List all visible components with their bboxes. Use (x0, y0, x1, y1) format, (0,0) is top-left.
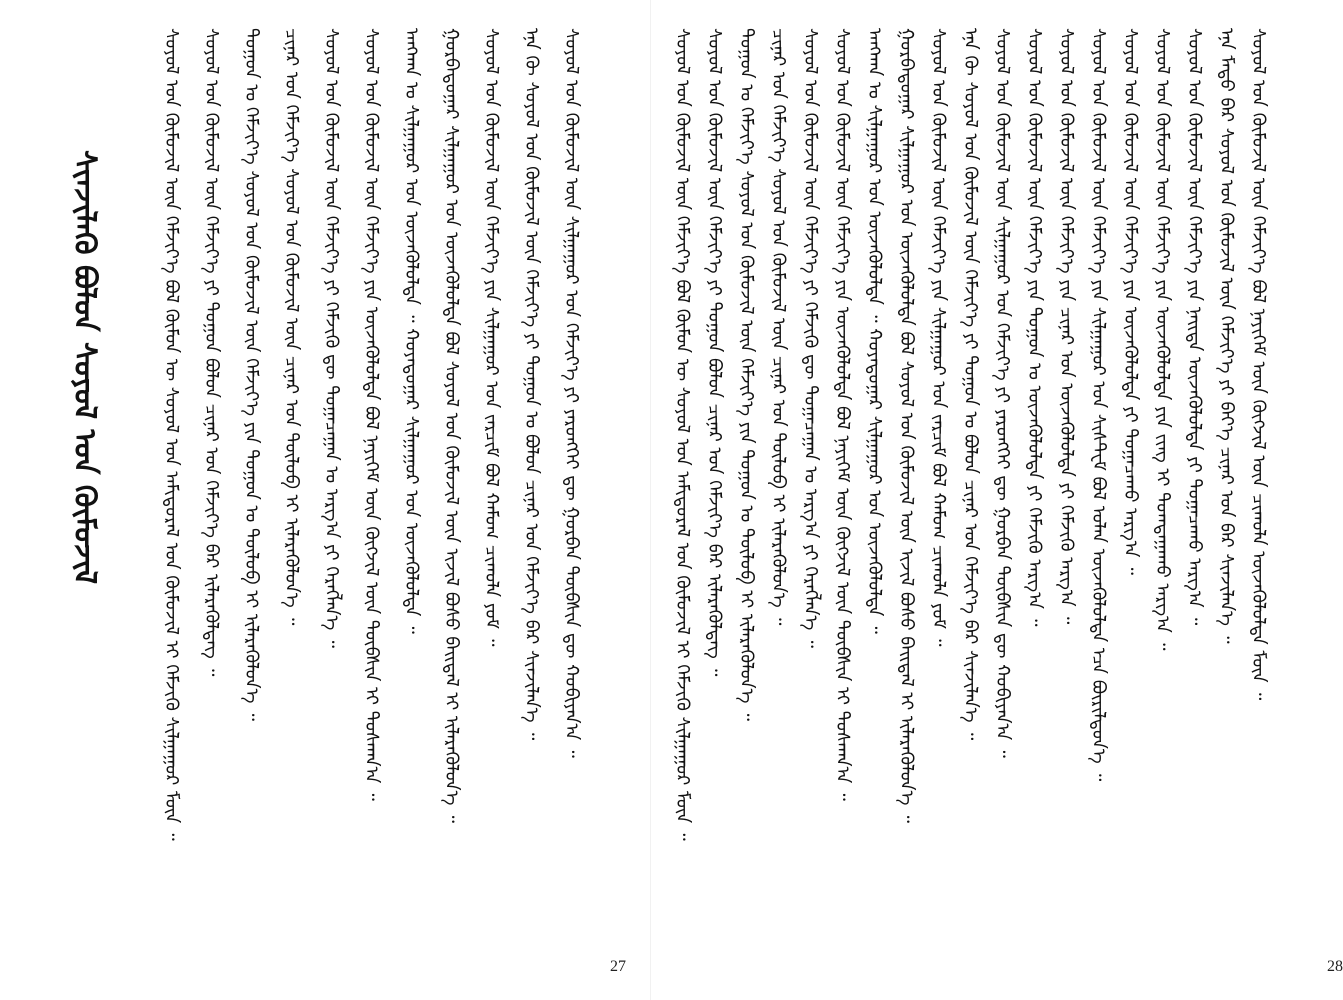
text-column: ᠰᠤᠶᠤᠯ ᠤᠨ ᠬᠦᠮᠦᠵᠢᠯ ᠦᠨ ᠬᠡᠮᠵᠢᠶ᠎ᠡ ᠶᠢᠨ ᠦᠵᠡᠭᠦᠯᠦᠯᠲᠡ ᠶᠢᠨ ᠵᠢᠩ ᠢ ᠲᠣᠭᠲᠠᠭᠠᠬᠤ ᠠᠷᠭ᠎ᠠ ᠃ (1152, 28, 1173, 651)
text-column: ᠰᠤᠶᠤᠯ ᠤᠨ ᠬᠦᠮᠦᠵᠢᠯ ᠦᠨ ᠬᠡᠮᠵᠢᠶ᠎ᠡ ᠪᠣᠯ ᠬᠦᠮᠦᠨ ᠦ ᠰᠣᠶᠤᠯ ᠤᠨ ᠠᠮᠢᠳᠤᠷᠠᠯ ᠤᠨ ᠬᠦᠮᠦᠵᠢᠯ ᠢ ᠬᠡᠮᠵᠢᠬᠦ ᠰᠢᠯᠭᠠᠭᠤᠷ ᠮᠥᠨ ᠃ (161, 28, 182, 841)
text-column: ᠰᠤᠶᠤᠯ ᠤᠨ ᠬᠦᠮᠦᠵᠢᠯ ᠦᠨ ᠬᠡᠮᠵᠢᠶ᠎ᠡ ᠶᠢᠨ ᠰᠢᠯᠭᠠᠭᠤᠷ ᠤᠨ ᠰᠢᠰᠲᠧᠮ ᠪᠣᠯ ᠣᠯᠠᠨ ᠦᠵᠡᠭᠦᠯᠦᠯᠲᠡ ᠡᠴᠡ ᠪᠦᠷᠢᠯᠳᠦᠨ᠎ᠡ ᠃ (1088, 28, 1109, 782)
text-column: ᠠᠨᠭᠬᠠᠨ ᠤ ᠰᠢᠯᠭᠠᠭᠤᠷ ᠤᠨ ᠦᠵᠡᠭᠦᠯᠦᠯᠲᠡ ᠃ ᠬᠣᠶᠠᠳᠤᠭᠠᠷ ᠰᠢᠯᠭᠠᠭᠤᠷ ᠤᠨ ᠦᠵᠡᠭᠦᠯᠦᠯᠲᠡ ᠃ (864, 28, 885, 634)
left-page (0, 0, 651, 1000)
text-column: ᠭᠤᠷᠪᠠᠳᠤᠭᠠᠷ ᠰᠢᠯᠭᠠᠭᠤᠷ ᠤᠨ ᠦᠵᠡᠭᠦᠯᠦᠯᠲᠡ ᠪᠣᠯ ᠰᠤᠶᠤᠯ ᠤᠨ ᠬᠦᠮᠦᠵᠢᠯ ᠦᠨ ᠢᠵᠢᠯ ᠪᠤᠰᠤ ᠪᠠᠢᠳᠠᠯ ᠢ ᠢᠯᠡᠷᠡᠭᠦᠯᠦᠨ᠎ᠡ ᠃ (896, 28, 917, 824)
text-column: ᠰᠤᠶᠤᠯ ᠤᠨ ᠬᠦᠮᠦᠵᠢᠯ ᠦᠨ ᠬᠡᠮᠵᠢᠶ᠎ᠡ ᠶᠢᠨ ᠦᠵᠡᠭᠦᠯᠦᠯᠲᠡ ᠪᠣᠯ ᠨᠡᠶᠢᠭᠡᠮ ᠦᠨ ᠬᠥᠭᠵᠢᠯ ᠦᠨ ᠲᠦᠪᠰᠢᠨ ᠢ ᠲᠤᠰᠬᠠᠨ᠎ᠠ ᠃ (361, 28, 382, 801)
text-column: ᠭᠤᠷᠪᠠᠳᠤᠭᠠᠷ ᠰᠢᠯᠭᠠᠭᠤᠷ ᠤᠨ ᠦᠵᠡᠭᠦᠯᠦᠯᠲᠡ ᠪᠣᠯ ᠰᠤᠶᠤᠯ ᠤᠨ ᠬᠦᠮᠦᠵᠢᠯ ᠦᠨ ᠢᠵᠢᠯ ᠪᠤᠰᠤ ᠪᠠᠢᠳᠠᠯ ᠢ ᠢᠯᠡᠷᠡᠭᠦᠯᠦᠨ᠎ᠡ ᠃ (441, 28, 462, 824)
page-number: 27 (610, 958, 626, 975)
text-column: ᠡᠨᠡ ᠬᠦ ᠰᠤᠶᠤᠯ ᠤᠨ ᠬᠦᠮᠦᠵᠢᠯ ᠦᠨ ᠬᠡᠮᠵᠢᠶ᠎ᠡ ᠶᠢ ᠲᠣᠭᠤᠨ ᠤ ᠪᠣᠯᠤᠨ ᠴᠢᠨᠠᠷ ᠤᠨ ᠬᠡᠮᠵᠢᠶ᠎ᠡ ᠪᠠᠷ ᠰᠢᠨᠵᠢᠯᠡᠨ᠎ᠡ ᠃ (960, 28, 981, 741)
text-column: ᠰᠤᠶᠤᠯ ᠤᠨ ᠬᠦᠮᠦᠵᠢᠯ ᠦᠨ ᠬᠡᠮᠵᠢᠶ᠎ᠡ ᠶᠢ ᠬᠡᠮᠵᠢᠬᠦ ᠳᠦ ᠲᠣᠭᠠᠴᠠᠭᠠᠨ ᠤ ᠠᠷᠭ᠎ᠠ ᠶᠢ ᠬᠡᠷᠡᠭᠯᠡᠨ᠎ᠡ ᠃ (321, 28, 342, 648)
text-column: ᠰᠤᠶᠤᠯ ᠤᠨ ᠬᠦᠮᠦᠵᠢᠯ ᠦᠨ ᠬᠡᠮᠵᠢᠶ᠎ᠡ ᠶᠢ ᠲᠣᠭᠤᠨ ᠪᠣᠯᠤᠨ ᠴᠢᠨᠠᠷ ᠤᠨ ᠬᠡᠮᠵᠢᠶ᠎ᠡ ᠪᠠᠷ ᠢᠯᠡᠷᠡᠭᠦᠯᠳᠡᠭ ᠃ (201, 28, 222, 677)
text-column: ᠲᠣᠭᠤᠨ ᠤ ᠬᠡᠮᠵᠢᠶ᠎ᠡ ᠰᠤᠶᠤᠯ ᠤᠨ ᠬᠦᠮᠦᠵᠢᠯ ᠦᠨ ᠬᠡᠮᠵᠢᠶ᠎ᠡ ᠶᠢᠨ ᠲᠣᠭᠤᠨ ᠤ ᠲᠥᠯᠦᠪ ᠢ ᠢᠯᠡᠷᠡᠭᠦᠯᠦᠨ᠎ᠡ ᠃ (736, 28, 757, 721)
text-column: ᠰᠤᠶᠤᠯ ᠤᠨ ᠬᠦᠮᠦᠵᠢᠯ ᠦᠨ ᠬᠡᠮᠵᠢᠶ᠎ᠡ ᠶᠢᠨ ᠦᠵᠡᠭᠦᠯᠦᠯᠲᠡ ᠪᠣᠯ ᠨᠡᠶᠢᠭᠡᠮ ᠦᠨ ᠬᠥᠭᠵᠢᠯ ᠦᠨ ᠲᠦᠪᠰᠢᠨ ᠢ ᠲᠤᠰᠬᠠᠨ᠎ᠠ ᠃ (832, 28, 853, 801)
page-number: 28 (1327, 958, 1343, 975)
text-column: ᠡᠨᠡ ᠬᠦ ᠰᠤᠶᠤᠯ ᠤᠨ ᠬᠦᠮᠦᠵᠢᠯ ᠦᠨ ᠬᠡᠮᠵᠢᠶ᠎ᠡ ᠶᠢ ᠲᠣᠭᠤᠨ ᠤ ᠪᠣᠯᠤᠨ ᠴᠢᠨᠠᠷ ᠤᠨ ᠬᠡᠮᠵᠢᠶ᠎ᠡ ᠪᠠᠷ ᠰᠢᠨᠵᠢᠯᠡᠨ᠎ᠡ ᠃ (521, 28, 542, 741)
text-column: ᠰᠤᠶᠤᠯ ᠤᠨ ᠬᠦᠮᠦᠵᠢᠯ ᠦᠨ ᠰᠢᠯᠭᠠᠭᠤᠷ ᠤᠨ ᠬᠡᠮᠵᠢᠶ᠎ᠡ ᠶᠢ ᠶᠡᠷᠦᠩᠬᠡᠢ ᠳᠦ ᠭᠤᠷᠪᠠᠨ ᠲᠦᠪᠰᠢᠨ ᠳᠦ ᠬᠤᠪᠢᠶᠠᠨ᠎ᠠ ᠃ (561, 28, 582, 758)
text-column: ᠰᠤᠶᠤᠯ ᠤᠨ ᠬᠦᠮᠦᠵᠢᠯ ᠦᠨ ᠬᠡᠮᠵᠢᠶ᠎ᠡ ᠶᠢᠨ ᠰᠢᠯᠭᠠᠭᠤᠷ ᠤᠨ ᠵᠠᠷᠴᠢᠮ ᠪᠣᠯ ᠬᠠᠮᠤᠭ ᠴᠢᠬᠤᠯᠠ ᠶᠤᠮ ᠃ (928, 28, 949, 647)
text-column: ᠴᠢᠨᠠᠷ ᠤᠨ ᠬᠡᠮᠵᠢᠶ᠎ᠡ ᠰᠤᠶᠤᠯ ᠤᠨ ᠬᠦᠮᠦᠵᠢᠯ ᠦᠨ ᠴᠢᠨᠠᠷ ᠤᠨ ᠲᠥᠯᠦᠪ ᠢ ᠢᠯᠡᠷᠡᠭᠦᠯᠦᠨ᠎ᠡ ᠃ (768, 28, 789, 626)
text-column: ᠰᠤᠶᠤᠯ ᠤᠨ ᠬᠦᠮᠦᠵᠢᠯ ᠦᠨ ᠰᠢᠯᠭᠠᠭᠤᠷ ᠤᠨ ᠬᠡᠮᠵᠢᠶ᠎ᠡ ᠶᠢ ᠶᠡᠷᠦᠩᠬᠡᠢ ᠳᠦ ᠭᠤᠷᠪᠠᠨ ᠲᠦᠪᠰᠢᠨ ᠳᠦ ᠬᠤᠪᠢᠶᠠᠨ᠎ᠠ ᠃ (992, 28, 1013, 758)
text-column: ᠰᠤᠶᠤᠯ ᠤᠨ ᠬᠦᠮᠦᠵᠢᠯ ᠦᠨ ᠬᠡᠮᠵᠢᠶ᠎ᠡ ᠪᠣᠯ ᠨᠡᠶᠢᠭᠡᠮ ᠦᠨ ᠬᠥᠭᠵᠢᠯ ᠦᠨ ᠴᠢᠬᠤᠯᠠ ᠦᠵᠡᠭᠦᠯᠦᠯᠲᠡ ᠮᠥᠨ ᠃ (1248, 28, 1269, 701)
text-column: ᠰᠤᠶᠤᠯ ᠤᠨ ᠬᠦᠮᠦᠵᠢᠯ ᠦᠨ ᠬᠡᠮᠵᠢᠶ᠎ᠡ ᠶᠢᠨ ᠰᠢᠯᠭᠠᠭᠤᠷ ᠤᠨ ᠵᠠᠷᠴᠢᠮ ᠪᠣᠯ ᠬᠠᠮᠤᠭ ᠴᠢᠬᠤᠯᠠ ᠶᠤᠮ ᠃ (481, 28, 502, 647)
text-column: ᠰᠤᠶᠤᠯ ᠤᠨ ᠬᠦᠮᠦᠵᠢᠯ ᠦᠨ ᠬᠡᠮᠵᠢᠶ᠎ᠡ ᠶᠢ ᠬᠡᠮᠵᠢᠬᠦ ᠳᠦ ᠲᠣᠭᠠᠴᠠᠭᠠᠨ ᠤ ᠠᠷᠭ᠎ᠠ ᠶᠢ ᠬᠡᠷᠡᠭᠯᠡᠨ᠎ᠡ ᠃ (800, 28, 821, 648)
text-column: ᠰᠤᠶᠤᠯ ᠤᠨ ᠬᠦᠮᠦᠵᠢᠯ ᠦᠨ ᠬᠡᠮᠵᠢᠶ᠎ᠡ ᠶᠢᠨ ᠦᠵᠡᠭᠦᠯᠦᠯᠲᠡ ᠶᠢ ᠲᠣᠭᠠᠴᠠᠬᠤ ᠠᠷᠭ᠎ᠠ ᠃ (1120, 28, 1141, 576)
text-column: ᠰᠤᠶᠤᠯ ᠤᠨ ᠬᠦᠮᠦᠵᠢᠯ ᠦᠨ ᠬᠡᠮᠵᠢᠶ᠎ᠡ ᠶᠢᠨ ᠲᠣᠭᠤᠨ ᠤ ᠦᠵᠡᠭᠦᠯᠦᠯᠲᠡ ᠶᠢ ᠬᠡᠮᠵᠢᠬᠦ ᠠᠷᠭ᠎ᠠ ᠃ (1024, 28, 1045, 627)
right-page (651, 0, 1343, 1000)
text-column: ᠴᠢᠨᠠᠷ ᠤᠨ ᠬᠡᠮᠵᠢᠶ᠎ᠡ ᠰᠤᠶᠤᠯ ᠤᠨ ᠬᠦᠮᠦᠵᠢᠯ ᠦᠨ ᠴᠢᠨᠠᠷ ᠤᠨ ᠲᠥᠯᠦᠪ ᠢ ᠢᠯᠡᠷᠡᠭᠦᠯᠦᠨ᠎ᠡ ᠃ (281, 28, 302, 626)
text-column: ᠰᠤᠶᠤᠯ ᠤᠨ ᠬᠦᠮᠦᠵᠢᠯ ᠦᠨ ᠬᠡᠮᠵᠢᠶ᠎ᠡ ᠶᠢᠨ ᠨᠡᠢᠲᠡ ᠦᠵᠡᠭᠦᠯᠦᠯᠲᠡ ᠶᠢ ᠲᠣᠭᠠᠴᠠᠬᠤ ᠠᠷᠭ᠎ᠠ ᠃ (1184, 28, 1205, 626)
text-column: ᠰᠤᠶᠤᠯ ᠤᠨ ᠬᠦᠮᠦᠵᠢᠯ ᠦᠨ ᠬᠡᠮᠵᠢᠶ᠎ᠡ ᠶᠢᠨ ᠴᠢᠨᠠᠷ ᠤᠨ ᠦᠵᠡᠭᠦᠯᠦᠯᠲᠡ ᠶᠢ ᠬᠡᠮᠵᠢᠬᠦ ᠠᠷᠭ᠎ᠠ ᠃ (1056, 28, 1077, 625)
text-column: ᠰᠤᠶᠤᠯ ᠤᠨ ᠬᠦᠮᠦᠵᠢᠯ ᠦᠨ ᠬᠡᠮᠵᠢᠶ᠎ᠡ ᠪᠣᠯ ᠬᠦᠮᠦᠨ ᠦ ᠰᠣᠶᠤᠯ ᠤᠨ ᠠᠮᠢᠳᠤᠷᠠᠯ ᠤᠨ ᠬᠦᠮᠦᠵᠢᠯ ᠢ ᠬᠡᠮᠵᠢᠬᠦ ᠰᠢᠯᠭᠠᠭᠤᠷ ᠮᠥᠨ ᠃ (672, 28, 693, 841)
text-column: ᠲᠣᠭᠤᠨ ᠤ ᠬᠡᠮᠵᠢᠶ᠎ᠡ ᠰᠤᠶᠤᠯ ᠤᠨ ᠬᠦᠮᠦᠵᠢᠯ ᠦᠨ ᠬᠡᠮᠵᠢᠶ᠎ᠡ ᠶᠢᠨ ᠲᠣᠭᠤᠨ ᠤ ᠲᠥᠯᠦᠪ ᠢ ᠢᠯᠡᠷᠡᠭᠦᠯᠦᠨ᠎ᠡ ᠃ (241, 28, 262, 721)
text-column: ᠰᠤᠶᠤᠯ ᠤᠨ ᠬᠦᠮᠦᠵᠢᠯ ᠦᠨ ᠬᠡᠮᠵᠢᠶ᠎ᠡ ᠶᠢ ᠲᠣᠭᠤᠨ ᠪᠣᠯᠤᠨ ᠴᠢᠨᠠᠷ ᠤᠨ ᠬᠡᠮᠵᠢᠶ᠎ᠡ ᠪᠠᠷ ᠢᠯᠡᠷᠡᠭᠦᠯᠳᠡᠭ ᠃ (704, 28, 725, 677)
page-title: ᠰᠢᠨᠵᠢᠯᠡᠬᠦ ᠪᠣᠯᠤᠨ ᠰᠤᠶᠤᠯ ᠤᠨ ᠬᠦᠮᠦᠵᠢᠯ (67, 150, 102, 585)
text-column: ᠡᠨᠡ ᠮᠡᠲᠦ ᠪᠡᠷ ᠰᠤᠶᠤᠯ ᠤᠨ ᠬᠦᠮᠦᠵᠢᠯ ᠦᠨ ᠬᠡᠮᠵᠢᠶ᠎ᠡ ᠶᠢ ᠪᠡᠶ᠎ᠡ ᠴᠢᠨᠠᠷ ᠤᠨ ᠪᠠᠷ ᠰᠢᠨᠵᠢᠯᠡᠨ᠎ᠡ ᠃ (1216, 28, 1237, 644)
text-column: ᠠᠨᠭᠬᠠᠨ ᠤ ᠰᠢᠯᠭᠠᠭᠤᠷ ᠤᠨ ᠦᠵᠡᠭᠦᠯᠦᠯᠲᠡ ᠃ ᠬᠣᠶᠠᠳᠤᠭᠠᠷ ᠰᠢᠯᠭᠠᠭᠤᠷ ᠤᠨ ᠦᠵᠡᠭᠦᠯᠦᠯᠲᠡ ᠃ (401, 28, 422, 634)
